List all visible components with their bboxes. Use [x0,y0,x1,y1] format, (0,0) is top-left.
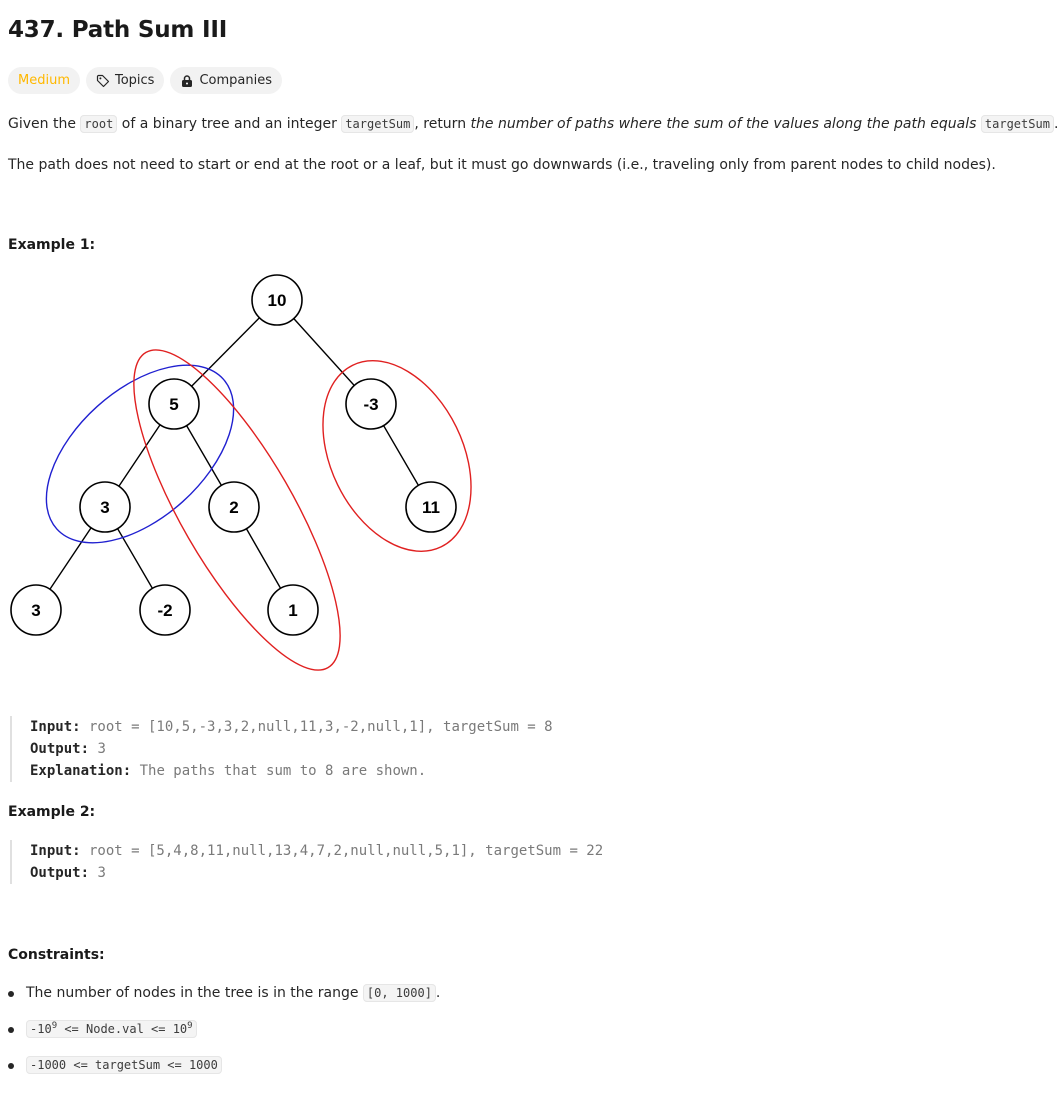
tree-node-label: 3 [31,601,41,620]
tree-node-label: 11 [422,498,440,517]
desc-text: . [1053,116,1058,132]
tree-node-label: 5 [169,395,179,414]
constraint-text: . [435,985,441,1001]
constraint-code: [0, 1000] [363,984,436,1002]
companies-button[interactable] [170,67,282,94]
output-label: Output: [30,865,90,881]
desc-text: , return [414,116,471,132]
example-2-io [10,840,603,884]
constraint-code: -1000 <= targetSum <= 1000 [26,1056,222,1074]
superscript: 9 [187,1021,193,1031]
constraints-title: Constraints: [8,947,105,963]
output-label: Output: [30,741,90,757]
topics-button[interactable] [86,67,164,94]
code-targetsum: targetSum [981,115,1054,133]
tag-icon [96,74,110,88]
explanation-label: Explanation: [30,763,132,779]
tree-node-label: -3 [363,395,379,414]
tree-node-label: -2 [157,601,173,620]
code-root: root [80,115,117,133]
explanation-value: The paths that sum to 8 are shown. [131,763,427,779]
desc-text: Given the [8,116,81,132]
constraint-code [26,1020,197,1038]
difficulty-badge[interactable]: Medium [8,67,80,94]
input-label: Input: [30,843,81,859]
topics-label: Topics [114,73,155,88]
tree-nodes [11,275,456,635]
input-value: root = [10,5,-3,3,2,null,11,3,-2,null,1], targetSum = 8 [80,719,553,735]
tree-labels [31,291,440,620]
input-label: Input: [30,719,81,735]
code-part: -10 [30,1022,52,1036]
output-value: 3 [89,865,106,881]
lock-icon [180,74,194,88]
companies-label: Companies [199,73,273,88]
desc-text: of a binary tree and an integer [117,116,342,132]
constraint-item [8,1055,440,1091]
desc-emphasis: the number of paths where the sum of the values along the path equals [470,116,977,132]
tree-node-label: 10 [267,291,287,310]
tree-edges [36,300,431,610]
problem-title: 437. Path Sum III [8,17,228,43]
tree-node-label: 2 [229,498,239,517]
constraints-list [8,983,440,1091]
constraint-item [8,983,440,1019]
tree-node-label: 1 [288,601,298,620]
superscript: 9 [51,1021,58,1031]
example-1-title: Example 1: [8,237,96,253]
constraint-text: The number of nodes in the tree is in the range [26,985,363,1001]
constraint-item [8,1019,440,1055]
code-targetsum: targetSum [341,115,414,133]
output-value: 3 [89,741,106,757]
tag-row [8,67,282,94]
example-1-io [10,716,553,782]
example-2-title: Example 2: [8,804,96,820]
description-paragraph-2: The path does not need to start or end at the root or a leaf, but it must go downwards (i.e., traveling only from parent nodes to child nodes). [8,157,996,173]
description-paragraph-1 [8,114,1058,134]
input-value: root = [5,4,8,11,null,13,4,7,2,null,null,5,1], targetSum = 22 [80,843,604,859]
example-1-tree-diagram [0,268,480,678]
code-part: <= Node.val <= 10 [57,1022,188,1036]
tree-node-label: 3 [100,498,110,517]
path-ellipse-red [293,336,500,575]
